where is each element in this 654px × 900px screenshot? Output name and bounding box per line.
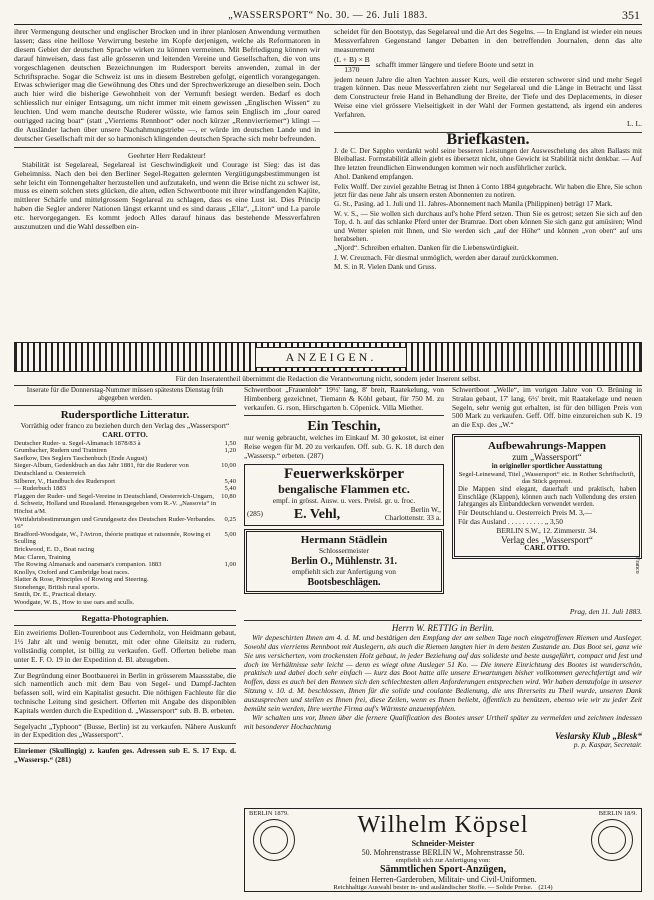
staedlein-recommend: empfiehlt sich zur Anfertigung von xyxy=(292,566,396,576)
formula-numerator: (L + B) × B xyxy=(334,54,370,64)
book-title: Brickwood, E. D., Boat racing xyxy=(14,545,95,553)
article-column-right xyxy=(334,28,642,273)
book-row xyxy=(14,455,236,463)
divider xyxy=(14,743,236,744)
litt-publisher: CARL OTTO. xyxy=(102,429,148,439)
book-title: Sieger-Album, Gedenkbuch an das Jahr 1881, für die Ruderer von Deutschland u. Oesterreich xyxy=(14,462,189,477)
medal-icon xyxy=(253,819,295,861)
ad-frauenlob: Schwertboot „Frauenlob“ 19½' lang, 8' breit, Raatekelung, von Himbenberg gezeichnet, Tiemann & Köhl gebaut, für 750 M. zu verkaufen. G. rson, Hirschgarten b. Cöpenick. Villa Miether. xyxy=(244,385,444,412)
list-item: G. St., Pasing. ad 1. Juli und 11. Jahres-Abonnement nach Manila (Philippinen) beträgt 17 Mark. xyxy=(334,200,613,209)
book-row xyxy=(14,576,236,584)
letter-recipient: Herrn W. RETTIG in Berlin. xyxy=(391,622,495,633)
photo-title: Regatta-Photographien. xyxy=(81,612,169,623)
list-item: „Njord“. Schreiben erhalten. Danken für die Liebenswürdigkeit. xyxy=(334,244,519,253)
banner-note: Für den Inseratentheil übernimmt die Redaction die Verantwortung nicht, sondern jeder Inserent selbst. xyxy=(14,374,642,386)
book-row xyxy=(14,478,236,486)
ad-bootbauerei: Zur Begründung einer Bootbauerei in Berlin in grösserem Maassstabe, die sich namentlich auch mit dem Bau von Segel- und Dampf-Jachten befassen soll, wird ein Kapitalist gesucht. Die nöthigen Fachleute für die technische Leitung sind gesichert. Offerten mit Angabe des disponiblen Kapitals werden durch die Expedition d. „Wassersport“ sub. B. B. erbeten. xyxy=(14,670,236,715)
book-row xyxy=(14,531,236,546)
ad-vehl xyxy=(244,464,444,526)
book-title: Grumbacher, Rudern und Trainiren xyxy=(14,447,107,455)
book-title: Smith, Dr. E., Practical dietary. xyxy=(14,591,97,599)
ad-teschin: nur wenig gebraucht, welches im Einkauf M. 30 gekostet, ist einer Reise wegen für M. 20 zu verkaufen. Off. sub. G. K. 18 durch den „Wassersp.“ erbeten. (287) xyxy=(244,433,444,460)
book-title: Woodgate, W. B., How to use oars and sculls. xyxy=(14,599,135,607)
divider xyxy=(14,719,236,720)
ad-typhoon: Segelyacht „Typhoon“ (Busse, Berlin) ist zu verkaufen. Nähere Auskunft in der Expedition des „Wassersport“. xyxy=(14,721,236,740)
book-row xyxy=(14,554,236,562)
litt-title: Rudersportliche Litteratur. xyxy=(60,409,190,421)
book-row xyxy=(14,561,236,569)
book-list xyxy=(14,440,236,607)
book-title: — Ruderbuch 1883 xyxy=(14,485,67,493)
book-title: Bradford-Woodgate, W., l'Aviron, théorie pratique et raisonnée, Rowing et Sculling xyxy=(14,530,211,546)
mappen-verlag: Verlag des „Wassersport“ xyxy=(501,534,593,545)
ad-welle: Schwertboot „Welle“, im vorigen Jahre von O. Brüning in Stralau gebaut, 17' lang, 6½' breit, mit Raatakelage und neuen Segeln, sehr wenig gut erhalten, ist für den billigen Preis von 500 Mark zu verkaufen. Geff. Off. bitte einzureichen sub K. 19 an die Exp. des „W.“ xyxy=(452,385,642,430)
book-title: Stonehenge, British rural sports. xyxy=(14,583,100,591)
ads-middle-column xyxy=(244,386,444,606)
book-row xyxy=(14,485,236,493)
koepsel-item: Sämmtlichen Sport-Anzügen, xyxy=(379,864,507,875)
book-price: 5,40 xyxy=(224,485,236,493)
mappen-desc: Segel-Leinewand, Titel „Wassersport“ etc. in Rother Schriftschrift, das Stück gepresst. xyxy=(458,470,636,486)
list-item: J. de C. Der Sappho verdankt wohl seine besseren Leistungen der Ausweschelung des alten Ballasts mit Bleiballast. Formstabilität allein giebt es übersetzt nicht, ohne Gewicht ist Stabilität nicht denkbar. — Auf Ihre letzten freundlichen Einwendungen kommen wir noch ausführlicher zurück. xyxy=(334,146,642,172)
koepsel-address: 50. Mohrenstrasse BERLIN W., Mohrenstrasse 50. xyxy=(361,848,525,857)
mappen-price-de: Für Deutschland u. Oesterreich Preis M. 3,— xyxy=(458,508,593,518)
letter-date: Prag, den 11. Juli 1883. xyxy=(569,607,642,616)
book-price: 1,00 xyxy=(224,561,236,569)
formula xyxy=(334,56,642,75)
vehl-code: (285) xyxy=(247,508,264,518)
ads-left-column xyxy=(14,386,236,892)
divider xyxy=(14,147,320,148)
briefkasten-list xyxy=(334,147,642,272)
mappen-price-abroad: Für das Ausland . . . . . . . . . . „ 3,50 xyxy=(458,516,563,526)
staedlein-trade: Schlossermeister xyxy=(318,546,370,556)
ad-zweiriems: Ein zweiriems Dollen-Tourenboot aus Cedernholz, von Heidmann gebaut, 1½ Jahr alt und wenig benutzt, mit oder ohne Gleitsitz zu rudern, vollständig complet, ist billig zu verkaufen. Geff. Offerten beliebe man unter E. F. O. 19 in der Expedition d. Bl. abzugeben. xyxy=(14,628,236,664)
koepsel-item2: feinen Herren-Garderoben, Militair- und Civil-Uniformen. xyxy=(349,875,537,884)
ad-staedlein xyxy=(244,529,444,594)
book-title: Silberer, V., Handbuch des Rudersport xyxy=(14,477,116,485)
anzeigen-label: ANZEIGEN. xyxy=(255,347,407,368)
book-row xyxy=(14,591,236,599)
list-item: M. S. in R. Vielen Dank und Gruss. xyxy=(334,263,437,272)
koepsel-year-left: BERLIN 1879. xyxy=(249,810,289,817)
book-row xyxy=(14,493,236,516)
koepsel-trade: Schneider-Meister xyxy=(411,839,475,848)
ad-koepsel xyxy=(244,808,642,892)
koepsel-code: (214) xyxy=(538,884,553,891)
mappen-text: Die Mappen sind elegant, dauerhaft und praktisch, haben Einschläge (Klappen), können auch nach Vollendung des ersten Jahrganges als Einbanddecken verwendet werden. xyxy=(458,485,636,509)
book-price: 0,25 xyxy=(224,515,236,523)
mappen-title: Aufbewahrungs-Mappen xyxy=(488,439,606,452)
book-row xyxy=(14,584,236,592)
book-row xyxy=(14,447,236,455)
book-price: 1,20 xyxy=(224,447,236,455)
formula-text: schafft immer längere und tiefere Boote und setzt in xyxy=(375,59,534,69)
anzeigen-banner xyxy=(14,342,642,372)
book-title: Deutscher Ruder- u. Segel-Almanach 1878/83 à xyxy=(14,439,141,447)
book-title: Wettfahrtsbestimmungen und Grundgesetz des Deutschen Ruder-Verbandes. 16° xyxy=(14,515,216,531)
koepsel-recommend: empfiehlt sich zur Anfertigung von: xyxy=(395,857,491,864)
letter-closing: Wir schalten uns vor, Ihnen über die fernere Qualification des Bootes unser Urtheil später zu vermelden und zeichnen indessen mit besonderer Hochachtung xyxy=(244,712,642,731)
vehl-title: Feuerwerkskörper xyxy=(284,465,404,482)
divider xyxy=(244,415,444,416)
ads-right-column xyxy=(452,386,642,606)
salutation: Geehrter Herr Redakteur! xyxy=(127,150,206,160)
staedlein-item: Bootsbeschlägen. xyxy=(307,576,381,588)
briefkasten-title: Briefkasten. xyxy=(446,130,530,148)
koepsel-year-right: BERLIN 18/9. xyxy=(598,810,637,817)
staedlein-name: Hermann Städlein xyxy=(300,534,388,547)
page-header xyxy=(14,8,642,25)
koepsel-footer: Reichhaltige Auswahl bester in- und ausländischer Stoffe. — Solide Preise. xyxy=(333,884,533,891)
newspaper-page xyxy=(14,8,642,894)
mappen-subtitle2: in origineller sportlicher Ausstattung xyxy=(491,461,603,470)
divider xyxy=(14,668,236,669)
book-row xyxy=(14,462,236,477)
list-item: J. W. Creuznach. Für diesmal unmöglich, werden aber darauf zurückkommen. xyxy=(334,253,559,262)
litt-intro: Vorräthig oder franco zu beziehen durch den Verlag des „Wassersport“ xyxy=(20,421,230,430)
article-column-left xyxy=(14,28,320,232)
book-row xyxy=(14,599,236,607)
ad-mappen xyxy=(452,434,642,574)
ad-teschin-title: Ein Teschin, xyxy=(307,419,381,435)
ad-einriemer: Einriemer (Skullingig) z. kaufen ges. Adressen sub E. S. 17 Exp. d. „Wassersp.“ (281) xyxy=(14,746,236,765)
book-row xyxy=(14,546,236,554)
testimonial-letter xyxy=(244,608,642,750)
book-price: 5,00 xyxy=(224,530,236,538)
mappen-side-label: Franco xyxy=(634,556,640,574)
book-title: Slatter & Rose, Principles of Rowing and Steering. xyxy=(14,576,149,584)
book-title: Mac Claren, Training xyxy=(14,553,71,561)
formula-denominator: 1370 xyxy=(344,64,360,74)
author-sign: L. L. xyxy=(627,119,642,129)
book-title: Saefkow, Des Seglers Taschenbuch (Ende August) xyxy=(14,454,148,462)
letter-body: Wir depeschirten Ihnen am 4. d. M. und bestätigen den Empfang der am selben Tage noch eingetroffenen Riemen und Ausleger. Sowohl das vierriems Rennboot mit Auslegern, als auch die Riemen langten hier in dem besten Zustande an. Das Boot sei, ganz wie Sie uns versicherten, vom trockensten Holz gebaut, in jeder Beziehung auf das solideste und beste ausgeführt, compact und fest und doch im Verhältnisse sehr leicht — denn es wiegt ohne Ausleger 51 Ko. — Die innere Einrichtung des Bootes ist wunderschön, praktisch und dabei doch sehr einfach — kurz das Boot hatte alle unsere Erwartungen bisher vollkommen gerechtfertigt und wir hoffen, dass es auch bei den Rennen sich den schlechtesten allen Anforderungen entsprechen wird. Wir haben demzufolge in unserer Sitzung v. 10. d. M. beschlossen, Ihnen für die solide und coulante Bedienung, die uns Ihrerseits zu Theil wurde, unseren Dank auszusprechen und stellen es Ihnen frei, diese Zeilen, wenn es Ihnen beliebt, öffentlich zu benützen, ebenso wie wir zu jeder Zeit bemüht sein werden, Ihre werthe Firma auf's Wärmste anzuempfehlen. xyxy=(244,632,642,714)
ad-intro: Inserate für die Donnerstag-Nummer müssen spätestens Dienstag früh abgegeben werden. xyxy=(26,386,224,402)
list-item: W. v. S., — Sie wollen sich durchaus auf's hohe Pferd setzen. Thun Sie es getrost; setzen Sie sich auf den Top, d. h. auf das schlanke Pferd unter der Bramrae. Dort oben können Sie sich ganz gut amüsiren; Wind und Wetter spielen mit Ihnen, und Sie werden sich „auf der Höhe“ und können „von oben“ auf uns herabsehen. xyxy=(334,209,642,243)
book-price: 10,80 xyxy=(221,492,236,500)
article-paragraph: Stabilität ist Segelareal, Segelareal ist Geschwindigkeit und Courage ist Sieg: das ist das Geheimniss. Nach den bei den Berliner Segel-Regatten gelernten Vergütigungsbestimmungen ist sehr leicht ein Tonnengehalter herzustellen und aufzutakeln, und wenn die Brise nicht zu schwer ist, muss es einem solchen stets glücken, die alten, edlen Schwertboote mit ihrer windfangenden Kajüte, mittlerer Schärfe und mittelgrossem Segelareal zu schlagen, dass es eine Lust ist. Dies Princip haben die Segler anderer Nationen längst erkannt und es sind daraus „Ella“, „Liton“ und La parole etc. hervorgegangen. Es kommt jedoch Alles darauf hinaus das bestehende Messverfahren auszunutzen und die Wahl desselben ein- xyxy=(14,159,320,232)
vehl-subtitle: bengalische Flammen etc. xyxy=(278,481,410,496)
list-item: Ahol. Dankend empfangen. xyxy=(334,173,414,182)
book-row xyxy=(14,440,236,448)
article-paragraph: scheidet für den Bootstyp, das Segelareal und die Art des Segelns. — In England ist wieder ein neues Messverfahren Gegenstand langer Debatten in den betreffenden Journalen, denn das alte measurement xyxy=(334,27,642,54)
book-price: 1,50 xyxy=(224,439,236,447)
mappen-subtitle: zum „Wassersport“ xyxy=(512,451,582,462)
book-price: 10,00 xyxy=(221,462,236,470)
divider xyxy=(14,610,236,611)
book-title: Knollys, Oxford and Cambridge boat races. xyxy=(14,568,130,576)
book-row xyxy=(14,516,236,531)
book-row xyxy=(14,569,236,577)
article-paragraph: jedem neuen Jahre die alten Yachten ausser Kurs, weil die ersteren schwerer sind und mehr Segel tragen können. Das neue Messverfahren zieht nur Segelareal und die Länge in Betracht und lässt dem Constructeur freie Hand in Behandlung der Breite, der Tiefe und des Deplacements, in dieser Weise eine viel grössere Vielseitigkeit in der Wahl der Formen gestattend, als irgend ein anderes Verfahren. xyxy=(334,74,642,120)
book-price: 5,40 xyxy=(224,477,236,485)
vehl-text: empf. in grösst. Ausw. u. vers. Preisl. gr. u. froc. xyxy=(272,495,416,505)
book-title: The Rowing Almanack and oarsman's companion. 1883 xyxy=(14,561,162,569)
staedlein-address: Berlin O., Mühlenstr. 31. xyxy=(290,555,398,567)
list-item: Felix Wolff. Der zuviel gezahlte Betrag ist Ihnen à Conto 1884 gutgebracht. Wir haben die Ehre, Sie schon jetzt für das neue Jahr als unsern ersten Abonnenten zu notiren. xyxy=(334,182,642,199)
divider xyxy=(14,625,236,626)
medal-icon xyxy=(591,819,633,861)
vehl-address: Berlin W., Charlottenstr. 33 a. xyxy=(384,504,441,523)
koepsel-name: Wilhelm Köpsel xyxy=(357,812,529,838)
letter-signer: p. p. Kaspar, Secretair. xyxy=(573,739,642,749)
mappen-publisher: CARL OTTO. xyxy=(524,543,570,553)
book-title: Flaggen der Ruder- und Segel-Vereine in Deutschland, Oesterreich-Ungarn, d. Schweiz, Holland und Russland. Herausgegeben vom R.-V. „Nassovia“ in Höchst a/M. xyxy=(14,492,217,515)
page-number: 351 xyxy=(622,8,640,22)
vehl-name: E. Vehl, xyxy=(293,506,341,522)
divider xyxy=(244,620,642,621)
header-title: „WASSERSPORT“ No. 30. — 26. Juli 1883. xyxy=(228,10,428,21)
article-paragraph: ihrer Vermengung deutscher und englischer Brocken und in ihrer planlosen Anwendung vermuthen lassen; dass eine heillose Verwirrung bestehe im Kopfe derjenigen, welche als Reformatoren in diesem Gebiet der deutschen Sprache wirken zu können vermeinen. Mit Befriedigung können wir darauf hinweisen, dass fast alle grösseren und leitenden Vereine und Gesellschaften, die von uns vorgeschlagenen deutschen Bezeichnungen im Rudersport bereits anwenden, zumal in der Schriftsprache. Sogar die Schweiz ist uns in diesem Bestreben gefolgt, eigentlich vorangegangen. Etwas schwieriger mag die Gewöhnung des Ohrs und der Sprechwerkzeuge an dieselben sein. Doch auch hier wird die bisherige Gewohnheit von der Vernunft besiegt werden. Bedarf es doch schliesslich nur einiger Entsagung, um nicht immer mit einem gewissen „Englischen Wissen“ zu leuchten. Und wem manche deutsche Ruderer wüsste, wie famos sein Englisch im „four oared outrigged racing boat“ (statt „Vierriems Rennboot“ oder noch kürzer „Rennvierriemer“) klingt — die Ausländer lachen über unsere Nachahmungstriebe —, er würde im deutschen Lande und in deutscher Gesellschaft mit der so harmonisch klingenden deutschen Sprache sich mehr befreunden. xyxy=(14,27,320,143)
letter-sender: Veslarsky Klub „Blesk“ xyxy=(554,730,642,741)
divider xyxy=(14,405,236,406)
mappen-address: BERLIN S.W., 12. Zimmerstr. 34. xyxy=(496,525,598,535)
